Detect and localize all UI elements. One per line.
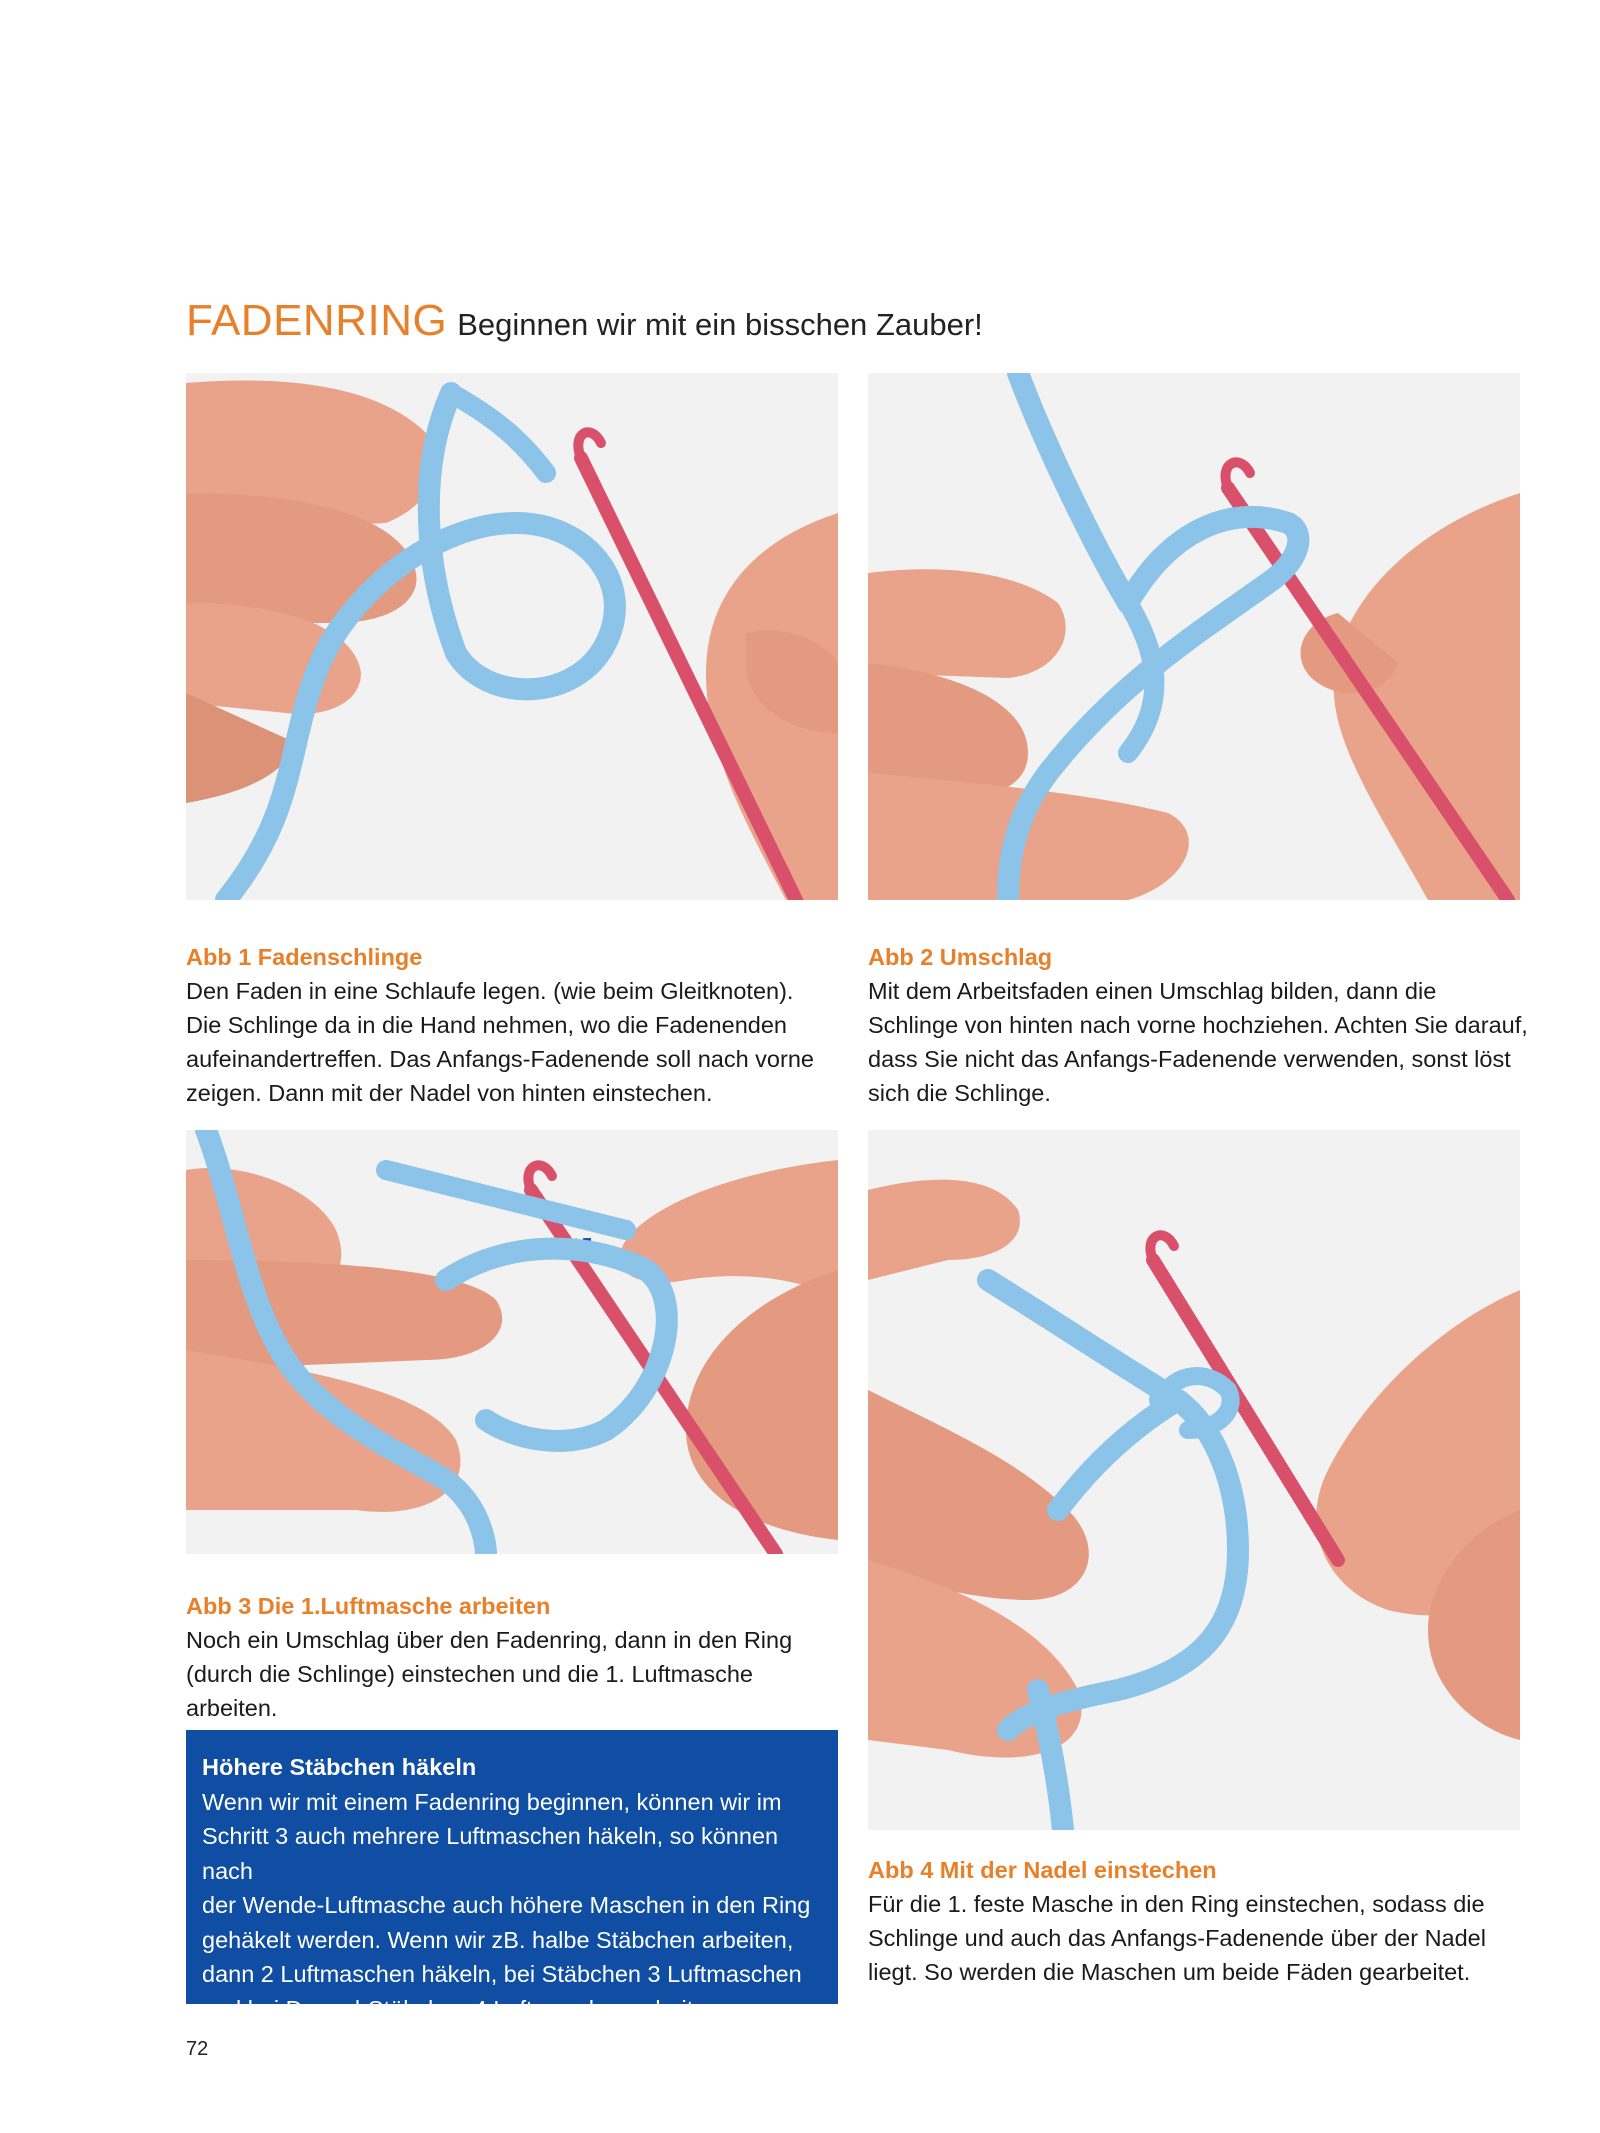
caption-step-4 (868, 1853, 1528, 1989)
caption-step-4-title: Abb 4 Mit der Nadel einstechen (868, 1857, 1217, 1883)
photo-step-3 (186, 1130, 838, 1554)
caption-step-1-title: Abb 1 Fadenschlinge (186, 944, 423, 970)
caption-step-4-text: Für die 1. feste Masche in den Ring einstechen, sodass die Schlinge und auch das Anfangs-Fadenende über der Nadel liegt. So werden die Maschen um beide Fäden gearbeitet. (868, 1891, 1486, 1985)
tip-box-title: Höhere Stäbchen häkeln (202, 1754, 477, 1780)
caption-step-2-text: Mit dem Arbeitsfaden einen Umschlag bilden, dann die Schlinge von hinten nach vorne hochziehen. Achten Sie darauf, dass Sie nicht das Anfangs-Fadenende verwenden, sonst löst sich die Schlinge. (868, 978, 1528, 1106)
page-title (186, 296, 983, 346)
page-number: 72 (186, 2038, 209, 2060)
caption-step-2 (868, 940, 1528, 1110)
caption-step-1 (186, 940, 846, 1110)
photo-step-2-illustration (868, 373, 1520, 900)
photo-step-4-illustration (868, 1130, 1520, 1830)
tip-box-text: Wenn wir mit einem Fadenring beginnen, können wir im Schritt 3 auch mehrere Luftmaschen häkeln, so können nach der Wende-Luftmasche auch höhere Maschen in den Ring gehäkelt werden. Wenn wir zB. halbe Stäbchen arbeiten, dann 2 Luftmaschen häkeln, bei Stäbchen 3 Luftmaschen und bei Doppel-Stäbchen 4 Luftmaschen arbeiten. (202, 1788, 811, 2022)
photo-step-1 (186, 373, 838, 900)
caption-step-2-title: Abb 2 Umschlag (868, 944, 1053, 970)
photo-step-1-illustration (186, 373, 838, 900)
caption-step-1-text: Den Faden in eine Schlaufe legen. (wie beim Gleitknoten). Die Schlinge da in die Hand nehmen, wo die Fadenenden aufeinandertreffen. Das Anfangs-Fadenende soll nach vorne zeigen. Dann mit der Nadel von hinten einstechen. (186, 978, 814, 1106)
photo-step-2 (868, 373, 1520, 900)
page-title-rest: Beginnen wir mit ein bisschen Zauber! (457, 307, 983, 342)
page-title-highlight: FADENRING (186, 296, 448, 345)
photo-step-4 (868, 1130, 1520, 1830)
photo-step-3-illustration (186, 1130, 838, 1554)
caption-step-3-text: Noch ein Umschlag über den Fadenring, dann in den Ring (durch die Schlinge) einstechen und die 1. Luftmasche arbeiten. (186, 1627, 793, 1721)
caption-step-3-title: Abb 3 Die 1.Luftmasche arbeiten (186, 1593, 551, 1619)
caption-step-3 (186, 1589, 846, 1725)
tip-box (186, 1730, 838, 2022)
